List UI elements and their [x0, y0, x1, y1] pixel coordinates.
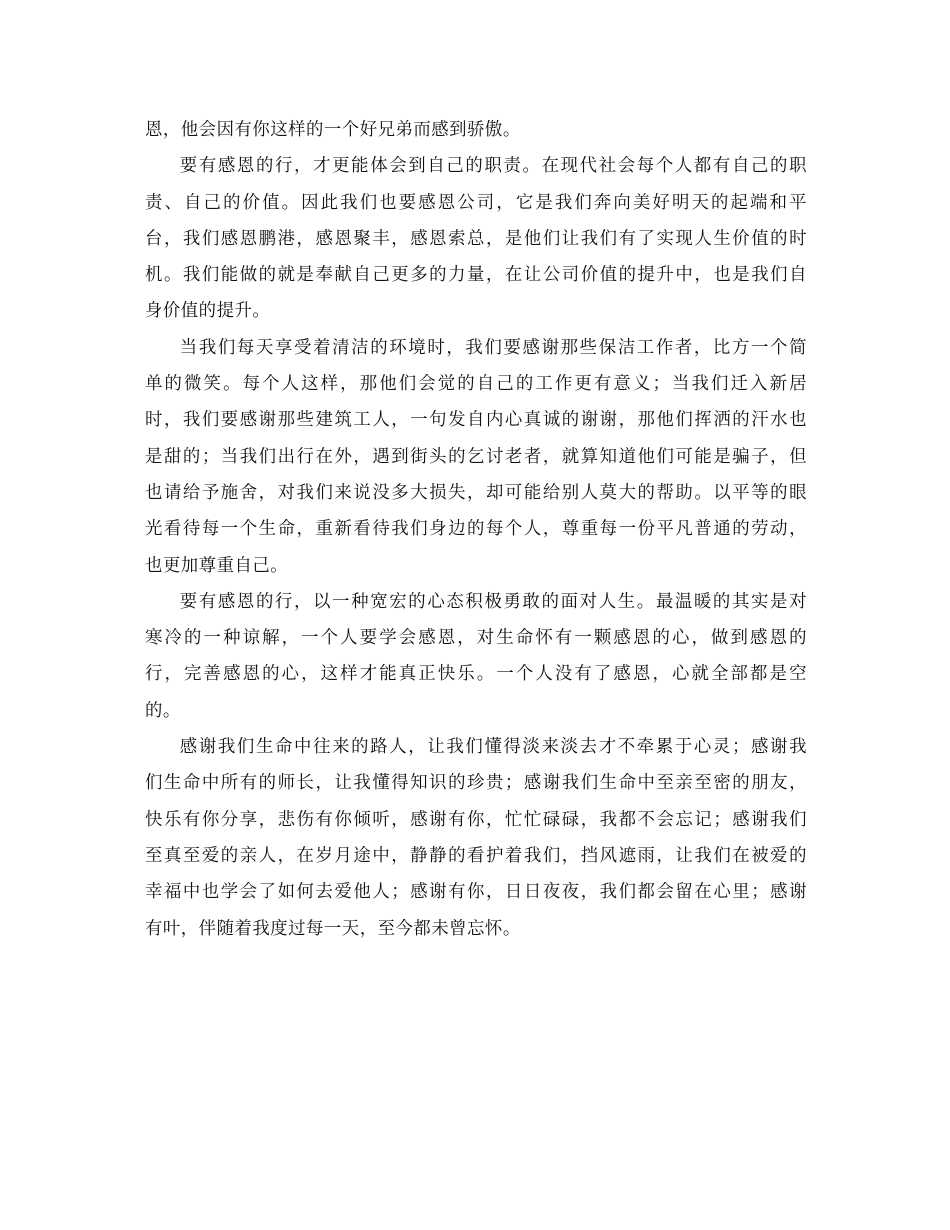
paragraph-line: 是甜的；当我们出行在外，遇到街头的乞讨老者，就算知道他们可能是骗子，但 — [145, 446, 807, 467]
paragraph-line: 当我们每天享受着清洁的环境时，我们要感谢那些保洁工作者，比方一个简 — [179, 337, 807, 358]
paragraph-line: 寒冷的一种谅解，一个人要学会感恩，对生命怀有一颗感恩的心，做到感恩的 — [145, 628, 807, 649]
paragraph-line: 光看待每一个生命，重新看待我们身边的每个人，尊重每一份平凡普通的劳动， — [145, 519, 807, 540]
paragraph-line: 要有感恩的行，才更能体会到自己的职责。在现代社会每个人都有自己的职 — [179, 156, 807, 177]
paragraph-line: 责、自己的价值。因此我们也要感恩公司，它是我们奔向美好明天的起端和平 — [145, 192, 807, 213]
paragraph-line: 恩，他会因有你这样的一个好兄弟而感到骄傲。 — [145, 120, 521, 140]
paragraph-line: 要有感恩的行，以一种宽宏的心态积极勇敢的面对人生。最温暖的其实是对 — [179, 591, 807, 612]
paragraph-1 — [145, 112, 807, 148]
paragraph-line: 们生命中所有的师长，让我懂得知识的珍贵；感谢我们生命中至亲至密的朋友， — [145, 773, 807, 794]
paragraph-line: 也更加尊重自己。 — [145, 555, 289, 576]
paragraph-2 — [145, 148, 807, 329]
paragraph-line: 快乐有你分享，悲伤有你倾听，感谢有你，忙忙碌碌，我都不会忘记；感谢我们 — [145, 809, 807, 830]
paragraph-line: 感谢我们生命中往来的路人，让我们懂得淡来淡去才不牵累于心灵；感谢我 — [179, 737, 807, 758]
paragraph-line: 机。我们能做的就是奉献自己更多的力量，在让公司价值的提升中，也是我们自 — [145, 265, 807, 286]
paragraph-line: 也请给予施舍，对我们来说没多大损失，却可能给别人莫大的帮助。以平等的眼 — [145, 482, 807, 503]
paragraph-line: 行，完善感恩的心，这样才能真正快乐。一个人没有了感恩，心就全部都是空 — [145, 664, 807, 685]
paragraph-line: 至真至爱的亲人，在岁月途中，静静的看护着我们，挡风遮雨，让我们在被爱的 — [145, 845, 807, 866]
paragraph-line: 的。 — [145, 700, 181, 721]
paragraph-line: 有叶，伴随着我度过每一天，至今都未曾忘怀。 — [145, 918, 521, 939]
paragraph-3 — [145, 330, 807, 584]
paragraph-line: 台，我们感恩鹏港，感恩聚丰，感恩索总，是他们让我们有了实现人生价值的时 — [145, 228, 807, 249]
paragraph-line: 身价值的提升。 — [145, 301, 271, 322]
paragraph-line: 单的微笑。每个人这样，那他们会觉的自己的工作更有意义；当我们迁入新居 — [145, 374, 807, 395]
paragraph-line: 时，我们要感谢那些建筑工人，一句发自内心真诚的谢谢，那他们挥洒的汗水也 — [145, 410, 807, 431]
paragraph-4 — [145, 584, 807, 729]
document-body — [145, 112, 807, 947]
paragraph-line: 幸福中也学会了如何去爱他人；感谢有你，日日夜夜，我们都会留在心里；感谢 — [145, 882, 807, 903]
paragraph-5 — [145, 729, 807, 947]
